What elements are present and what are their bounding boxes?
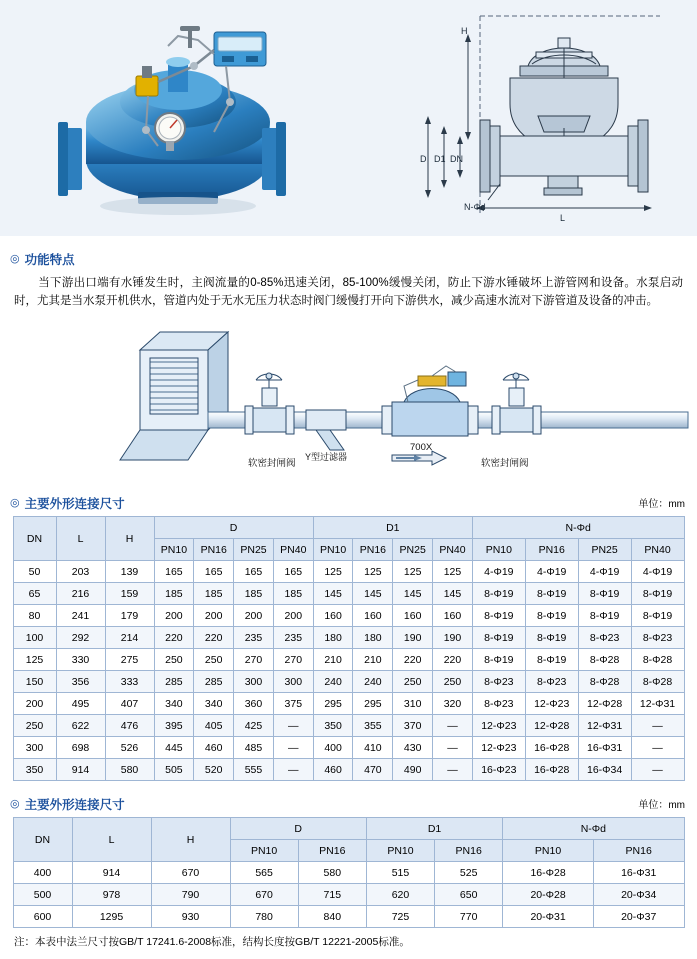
cell: 8-Φ19 <box>631 605 684 627</box>
cell: 565 <box>230 862 298 884</box>
valve-dimension-drawing <box>360 8 680 228</box>
cell: 20-Φ34 <box>593 884 684 906</box>
table-row <box>13 583 684 605</box>
col-dn: DN <box>13 517 56 561</box>
sub-d1-pn10: PN10 <box>313 539 353 561</box>
cell: 8-Φ19 <box>578 605 631 627</box>
dimensions-table-small <box>13 516 685 781</box>
drawing-label-D1: D1 <box>434 154 446 164</box>
cell: 160 <box>433 605 473 627</box>
sub-d-pn16: PN16 <box>298 840 366 862</box>
section-title: 主要外形连接尺寸 <box>24 798 125 812</box>
bullet-icon: ◎ <box>10 797 20 810</box>
table-row <box>13 561 684 583</box>
cell: 914 <box>72 862 151 884</box>
cell: 670 <box>151 862 230 884</box>
cell: 160 <box>393 605 433 627</box>
cell: 16-Φ28 <box>503 862 594 884</box>
features-paragraph <box>14 274 683 310</box>
cell: 250 <box>393 671 433 693</box>
cell: 12-Φ28 <box>578 693 631 715</box>
cell: 100 <box>13 627 56 649</box>
cell: 8-Φ19 <box>525 627 578 649</box>
cell: 526 <box>105 737 154 759</box>
cell: 8-Φ19 <box>472 583 525 605</box>
col-holes-group: N-Φd <box>503 818 684 840</box>
bullet-icon: ◎ <box>10 252 20 265</box>
cell: 200 <box>234 605 274 627</box>
cell: 125 <box>353 561 393 583</box>
cell: 8-Φ19 <box>578 583 631 605</box>
hero-image-band <box>0 0 697 236</box>
table-row <box>13 737 684 759</box>
cell: — <box>273 737 313 759</box>
sub-d-pn40: PN40 <box>273 539 313 561</box>
cell: 12-Φ31 <box>578 715 631 737</box>
cell: — <box>433 737 473 759</box>
table-row <box>13 693 684 715</box>
cell: 505 <box>154 759 194 781</box>
cell: 50 <box>13 561 56 583</box>
cell: 780 <box>230 906 298 928</box>
col-d-group: D <box>154 517 313 539</box>
bullet-icon: ◎ <box>10 496 20 509</box>
cell: 670 <box>230 884 298 906</box>
cell: 8-Φ28 <box>578 671 631 693</box>
drawing-label-D: D <box>420 154 427 164</box>
cell: 125 <box>433 561 473 583</box>
cell: 216 <box>56 583 105 605</box>
cell: — <box>273 715 313 737</box>
cell: 300 <box>234 671 274 693</box>
cell: 4-Φ19 <box>578 561 631 583</box>
cell: 400 <box>313 737 353 759</box>
cell: 12-Φ23 <box>472 715 525 737</box>
section-title: 功能特点 <box>24 253 75 267</box>
cell: 200 <box>194 605 234 627</box>
cell: 220 <box>154 627 194 649</box>
section-header-features <box>10 250 697 268</box>
dimensions-table-large <box>13 817 685 928</box>
cell: — <box>631 759 684 781</box>
cell: 580 <box>298 862 366 884</box>
cell: 460 <box>313 759 353 781</box>
sub-holes-pn16: PN16 <box>593 840 684 862</box>
cell: 300 <box>273 671 313 693</box>
cell: 340 <box>194 693 234 715</box>
sub-d1-pn10: PN10 <box>366 840 434 862</box>
cell: 460 <box>194 737 234 759</box>
cell: 770 <box>435 906 503 928</box>
cell: 8-Φ19 <box>631 583 684 605</box>
cell: 580 <box>105 759 154 781</box>
cell: 495 <box>56 693 105 715</box>
cell: 210 <box>313 649 353 671</box>
cell: 295 <box>313 693 353 715</box>
cell: 185 <box>194 583 234 605</box>
table-row <box>13 759 684 781</box>
cell: 295 <box>353 693 393 715</box>
cell: — <box>631 715 684 737</box>
cell: 200 <box>13 693 56 715</box>
sub-holes-pn25: PN25 <box>578 539 631 561</box>
cell: 340 <box>154 693 194 715</box>
cell: 8-Φ23 <box>525 671 578 693</box>
cell: 8-Φ23 <box>472 693 525 715</box>
cell: 840 <box>298 906 366 928</box>
cell: 8-Φ19 <box>472 605 525 627</box>
cell: 310 <box>393 693 433 715</box>
col-h: H <box>105 517 154 561</box>
cell: 395 <box>154 715 194 737</box>
label-left-gate-valve: 软密封闸阀 <box>248 458 296 469</box>
cell: 650 <box>435 884 503 906</box>
sub-holes-pn10: PN10 <box>472 539 525 561</box>
cell: — <box>433 759 473 781</box>
cell: 410 <box>353 737 393 759</box>
cell: 292 <box>56 627 105 649</box>
cell: 165 <box>154 561 194 583</box>
cell: 80 <box>13 605 56 627</box>
drawing-label-L: L <box>560 213 566 223</box>
cell: 250 <box>194 649 234 671</box>
cell: 490 <box>393 759 433 781</box>
cell: 250 <box>13 715 56 737</box>
cell: 20-Φ28 <box>503 884 594 906</box>
cell: 8-Φ19 <box>472 627 525 649</box>
cell: 485 <box>234 737 274 759</box>
cell: 185 <box>273 583 313 605</box>
cell: 12-Φ23 <box>525 693 578 715</box>
cell: 20-Φ37 <box>593 906 684 928</box>
cell: 333 <box>105 671 154 693</box>
cell: 285 <box>154 671 194 693</box>
cell: 350 <box>313 715 353 737</box>
cell: 200 <box>154 605 194 627</box>
cell: 12-Φ23 <box>472 737 525 759</box>
cell: 320 <box>433 693 473 715</box>
cell: 160 <box>353 605 393 627</box>
col-d-group: D <box>230 818 366 840</box>
cell: 8-Φ19 <box>525 583 578 605</box>
label-right-gate-valve: 软密封闸阀 <box>481 458 529 469</box>
cell: 179 <box>105 605 154 627</box>
cell: 240 <box>313 671 353 693</box>
cell: 4-Φ19 <box>472 561 525 583</box>
cell: 16-Φ28 <box>525 737 578 759</box>
section-header-dimensions-2 <box>10 795 697 813</box>
section-header-dimensions-1 <box>10 494 697 512</box>
cell: 16-Φ23 <box>472 759 525 781</box>
cell: 241 <box>56 605 105 627</box>
unit-label: 单位：mm <box>638 800 685 811</box>
cell: 240 <box>353 671 393 693</box>
cell: 405 <box>194 715 234 737</box>
drawing-label-DN: DN <box>450 154 463 164</box>
cell: — <box>433 715 473 737</box>
cell: 145 <box>313 583 353 605</box>
cell: 330 <box>56 649 105 671</box>
cell: 300 <box>13 737 56 759</box>
cell: 445 <box>154 737 194 759</box>
cell: 160 <box>313 605 353 627</box>
cell: 8-Φ19 <box>525 649 578 671</box>
cell: 1295 <box>72 906 151 928</box>
cell: 520 <box>194 759 234 781</box>
table-row <box>13 605 684 627</box>
cell: 210 <box>353 649 393 671</box>
cell: 370 <box>393 715 433 737</box>
cell: 185 <box>154 583 194 605</box>
cell: 360 <box>234 693 274 715</box>
cell: 159 <box>105 583 154 605</box>
cell: 180 <box>313 627 353 649</box>
cell: 145 <box>393 583 433 605</box>
cell: 200 <box>273 605 313 627</box>
valve-photo <box>18 10 328 226</box>
cell: 235 <box>234 627 274 649</box>
col-dn: DN <box>13 818 72 862</box>
cell: — <box>631 737 684 759</box>
cell: 525 <box>435 862 503 884</box>
cell: 12-Φ31 <box>631 693 684 715</box>
table-row <box>13 906 684 928</box>
cell: 220 <box>194 627 234 649</box>
cell: 16-Φ31 <box>593 862 684 884</box>
sub-d1-pn16: PN16 <box>435 840 503 862</box>
cell: 790 <box>151 884 230 906</box>
cell: 190 <box>393 627 433 649</box>
cell: 622 <box>56 715 105 737</box>
label-strainer: Y型过滤器 <box>305 452 348 462</box>
cell: 16-Φ31 <box>578 737 631 759</box>
sub-d-pn16: PN16 <box>194 539 234 561</box>
cell: 275 <box>105 649 154 671</box>
cell: 476 <box>105 715 154 737</box>
cell: 400 <box>13 862 72 884</box>
cell: 285 <box>194 671 234 693</box>
cell: 555 <box>234 759 274 781</box>
sub-d1-pn25: PN25 <box>393 539 433 561</box>
cell: 620 <box>366 884 434 906</box>
col-l: L <box>72 818 151 862</box>
cell: 165 <box>194 561 234 583</box>
cell: 65 <box>13 583 56 605</box>
cell: 725 <box>366 906 434 928</box>
cell: 125 <box>13 649 56 671</box>
cell: 8-Φ23 <box>472 671 525 693</box>
cell: 8-Φ28 <box>631 671 684 693</box>
sub-d1-pn40: PN40 <box>433 539 473 561</box>
cell: 145 <box>433 583 473 605</box>
cell: 185 <box>234 583 274 605</box>
cell: 190 <box>433 627 473 649</box>
section-title: 主要外形连接尺寸 <box>24 497 125 511</box>
cell: 914 <box>56 759 105 781</box>
cell: 165 <box>234 561 274 583</box>
sub-d-pn25: PN25 <box>234 539 274 561</box>
cell: 8-Φ23 <box>631 627 684 649</box>
cell: 220 <box>433 649 473 671</box>
cell: 500 <box>13 884 72 906</box>
col-holes-group: N-Φd <box>472 517 684 539</box>
sub-d-pn10: PN10 <box>230 840 298 862</box>
cell: 8-Φ19 <box>472 649 525 671</box>
table-header-group-row <box>13 517 684 539</box>
cell: 270 <box>234 649 274 671</box>
cell: 8-Φ28 <box>631 649 684 671</box>
cell: 16-Φ34 <box>578 759 631 781</box>
col-d1-group: D1 <box>313 517 472 539</box>
cell: 214 <box>105 627 154 649</box>
cell: 16-Φ28 <box>525 759 578 781</box>
cell: 430 <box>393 737 433 759</box>
features-text: 当下游出口端有水锤发生时，主阀流量的0-85%迅速关闭，85-100%缓慢关闭，防止下游水锤破坏上游管网和设备。水泵启动时，尤其是当水泵开机供水，管道内处于无水无压力状态时阀门缓慢打开向下游供水，减少高速水流对下游管道及设备的冲击。 <box>14 277 683 307</box>
cell: 235 <box>273 627 313 649</box>
col-d1-group: D1 <box>366 818 502 840</box>
cell: — <box>273 759 313 781</box>
sub-d1-pn16: PN16 <box>353 539 393 561</box>
table-row <box>13 649 684 671</box>
cell: 8-Φ28 <box>578 649 631 671</box>
label-model-700x: 700X <box>410 442 433 453</box>
table-row <box>13 671 684 693</box>
col-l: L <box>56 517 105 561</box>
cell: 8-Φ23 <box>578 627 631 649</box>
cell: 180 <box>353 627 393 649</box>
cell: 515 <box>366 862 434 884</box>
cell: 220 <box>393 649 433 671</box>
cell: 715 <box>298 884 366 906</box>
cell: 250 <box>154 649 194 671</box>
cell: 150 <box>13 671 56 693</box>
table-footnote: 注：本表中法兰尺寸按GB/T 17241.6-2008标准，结构长度按GB/T 12221-2005标准。 <box>14 936 410 948</box>
cell: 600 <box>13 906 72 928</box>
cell: 356 <box>56 671 105 693</box>
cell: 375 <box>273 693 313 715</box>
cell: 8-Φ19 <box>525 605 578 627</box>
sub-holes-pn16: PN16 <box>525 539 578 561</box>
sub-holes-pn10: PN10 <box>503 840 594 862</box>
cell: 165 <box>273 561 313 583</box>
cell: 125 <box>313 561 353 583</box>
cell: 4-Φ19 <box>631 561 684 583</box>
drawing-label-holes: N-Φd <box>464 202 486 212</box>
cell: 470 <box>353 759 393 781</box>
sub-d-pn10: PN10 <box>154 539 194 561</box>
cell: 20-Φ31 <box>503 906 594 928</box>
table-row <box>13 627 684 649</box>
cell: 4-Φ19 <box>525 561 578 583</box>
cell: 355 <box>353 715 393 737</box>
unit-label: 单位：mm <box>638 499 685 510</box>
cell: 350 <box>13 759 56 781</box>
cell: 698 <box>56 737 105 759</box>
cell: 12-Φ28 <box>525 715 578 737</box>
installation-schematic <box>0 310 697 480</box>
cell: 270 <box>273 649 313 671</box>
cell: 425 <box>234 715 274 737</box>
cell: 139 <box>105 561 154 583</box>
col-h: H <box>151 818 230 862</box>
sub-holes-pn40: PN40 <box>631 539 684 561</box>
drawing-label-H: H <box>461 26 468 36</box>
table-row <box>13 862 684 884</box>
table-row <box>13 715 684 737</box>
cell: 930 <box>151 906 230 928</box>
cell: 145 <box>353 583 393 605</box>
cell: 125 <box>393 561 433 583</box>
cell: 203 <box>56 561 105 583</box>
cell: 978 <box>72 884 151 906</box>
cell: 250 <box>433 671 473 693</box>
cell: 407 <box>105 693 154 715</box>
table-header-group-row <box>13 818 684 840</box>
